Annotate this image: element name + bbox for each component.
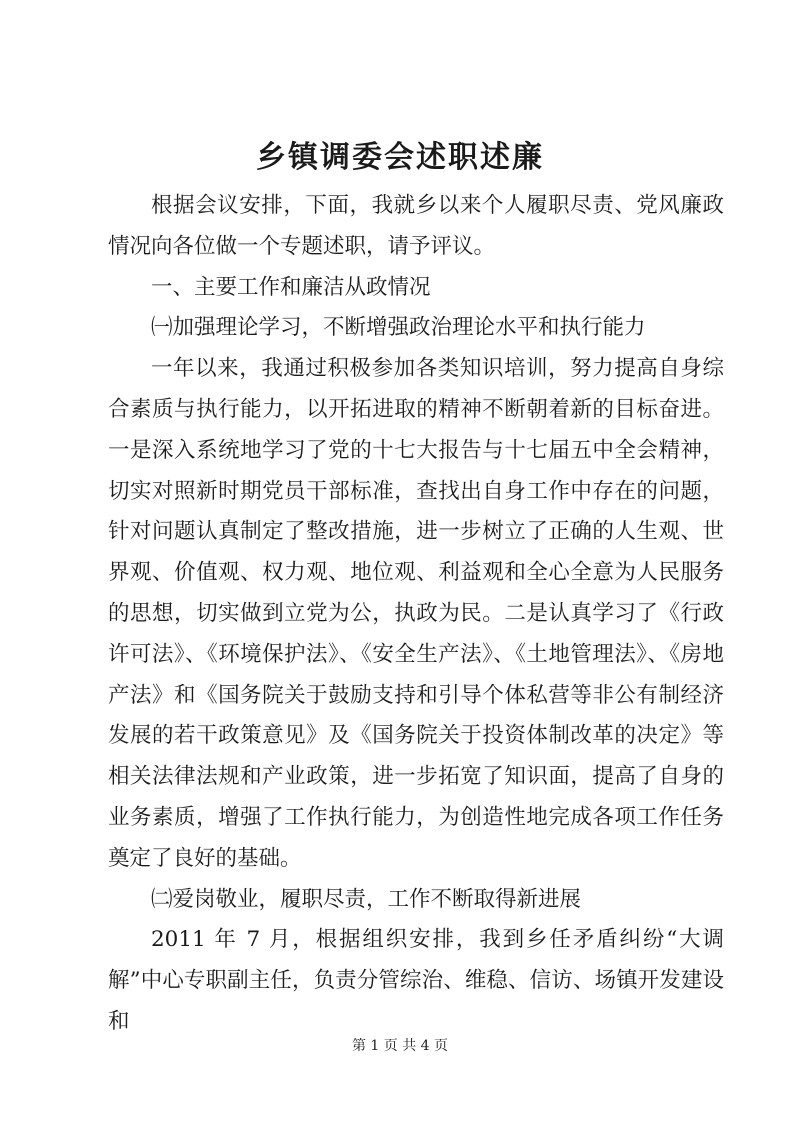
document-body bbox=[108, 186, 724, 1043]
page-footer: 第 1 页 共 4 页 bbox=[351, 1038, 449, 1054]
paragraph-intro: 根据会议安排，下面，我就乡以来个人履职尽责、党风廉政情况向各位做一个专题述职，请予评议。 bbox=[108, 193, 724, 259]
subsection-heading-1: ㈠加强理论学习，不断增强政治理论水平和执行能力 bbox=[151, 315, 646, 341]
section-heading-1: 一、主要工作和廉洁从政情况 bbox=[151, 274, 431, 300]
subsection-heading-2: ㈡爱岗敬业，履职尽责，工作不断取得新进展 bbox=[151, 886, 582, 912]
document-title: 乡镇调委会述职述廉 bbox=[256, 140, 544, 175]
paragraph-study: 一年以来，我通过积极参加各类知识培训，努力提高自身综合素质与执行能力，以开拓进取的精神不断朝着新的目标奋进。一是深入系统地学习了党的十七大报告与十七届五中全会精神，切实对照新时期党员干部标准，查找出自身工作中存在的问题，针对问题认真制定了整改措施，进一步树立了正确的人生观、世界观、价值观、权力观、地位观、利益观和全心全意为人民服务的思想，切实做到立党为公，执政为民。二是认真学习了《行政许可法》、《环境保护法》、《安全生产法》、《土地管理法》、《房地产法》和《国务院关于鼓励支持和引导个体私营等非公有制经济发展的若干政策意见》及《国务院关于投资体制改革的决定》等相关法律法规和产业政策，进一步拓宽了知识面，提高了自身的业务素质，增强了工作执行能力，为创造性地完成各项工作任务奠定了良好的基础。 bbox=[108, 356, 724, 871]
paragraph-appointment: 2011 年 7 月，根据组织安排，我到乡任矛盾纠纷“大调解”中心专职副主任，负责分管综治、维稳、信访、场镇开发建设和 bbox=[108, 927, 724, 1034]
